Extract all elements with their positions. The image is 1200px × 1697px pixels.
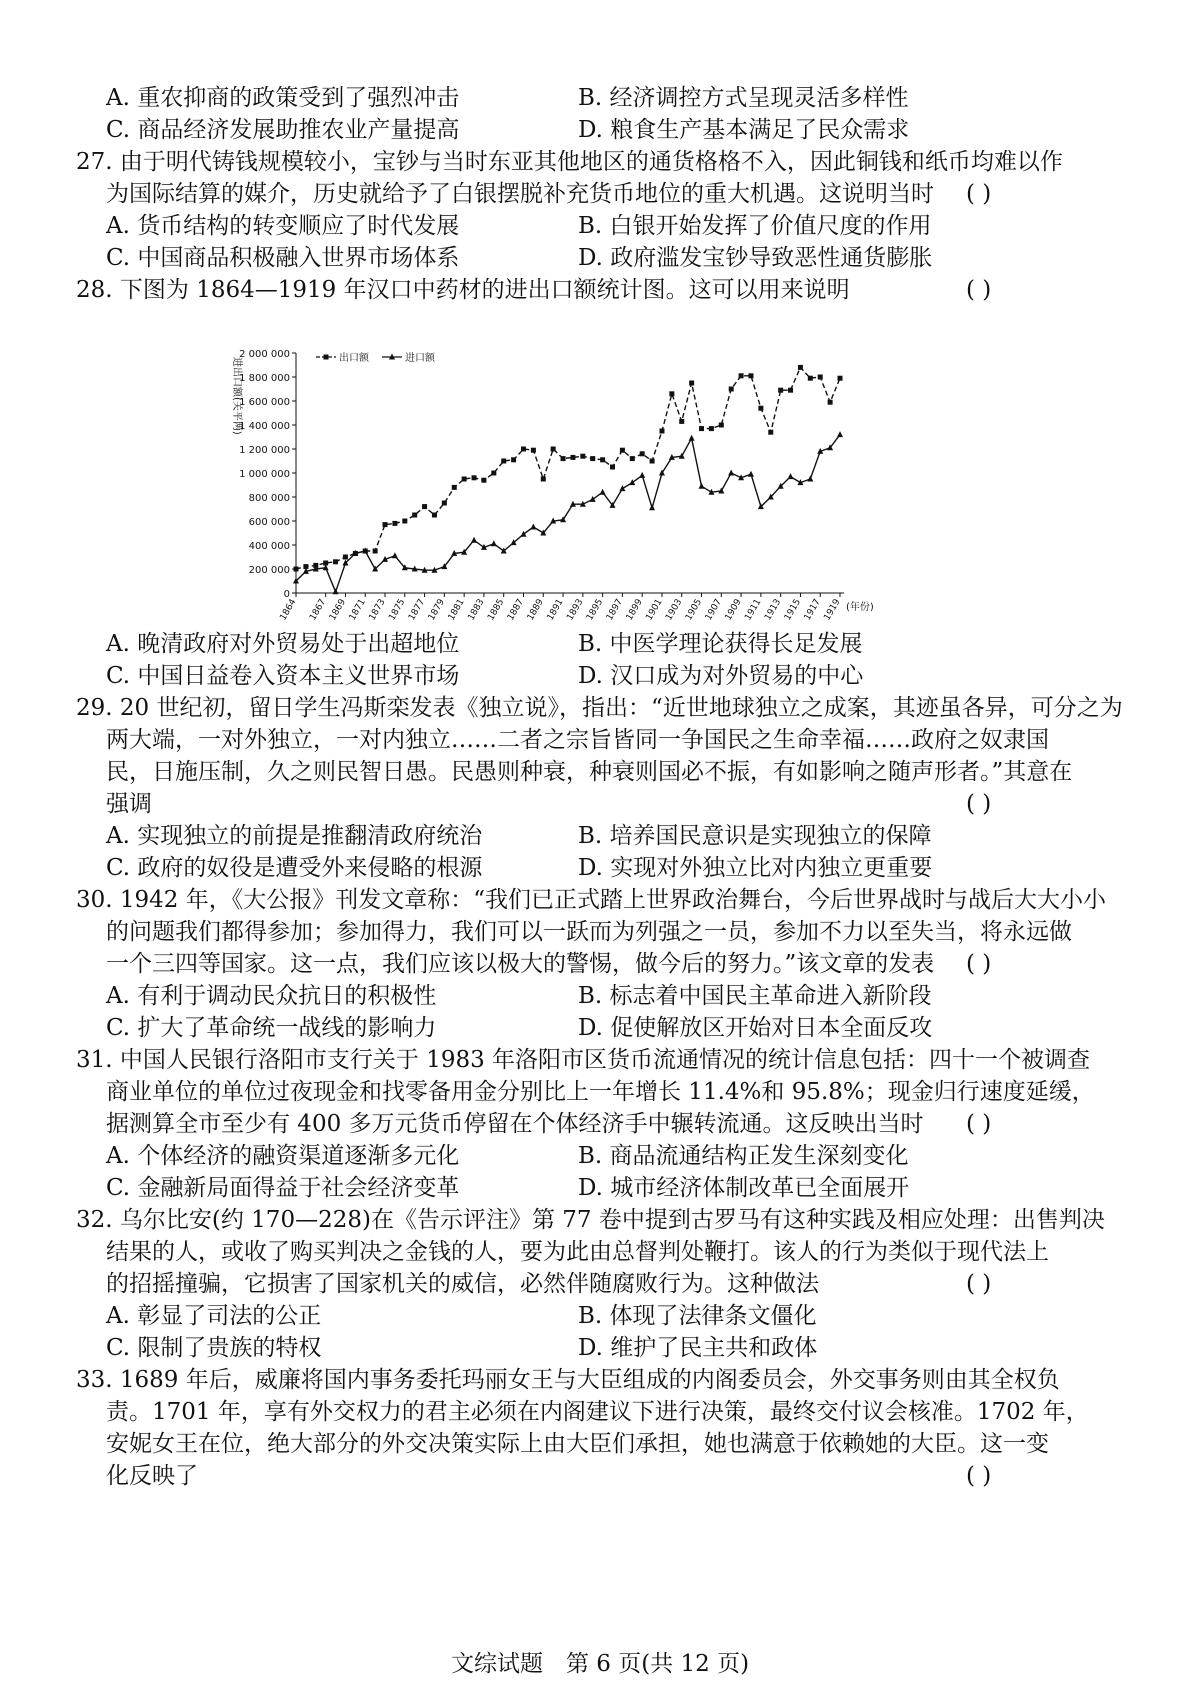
export-point	[650, 459, 655, 464]
series-line-1	[296, 367, 840, 569]
q27-option-a: A. 货币结构的转变顺应了时代发展	[106, 213, 460, 239]
q29-option-b: B. 培养国民意识是实现独立的保障	[578, 823, 932, 849]
import-point	[600, 489, 606, 495]
import-point	[333, 588, 339, 594]
export-point	[432, 513, 437, 518]
import-point	[807, 476, 813, 482]
q29-stem-line-2: 两大端，一对外独立，一对内独立……二者之宗旨皆同一争国民之生命幸福……政府之奴隶国	[106, 727, 1049, 753]
x-tick-label: 1864	[278, 597, 299, 623]
y-tick-label: 800 000	[248, 493, 290, 504]
x-tick-label: 1901	[644, 597, 665, 623]
q32-answer-paren: ( )	[966, 1271, 992, 1297]
x-tick-label: 1909	[723, 597, 744, 623]
x-tick-label: 1913	[763, 597, 784, 623]
export-point	[501, 459, 506, 464]
import-point	[471, 537, 477, 543]
export-point	[729, 387, 734, 392]
q30-option-a: A. 有利于调动民众抗日的积极性	[106, 983, 437, 1009]
export-point	[610, 465, 615, 470]
x-tick-label: 1871	[347, 597, 368, 623]
export-point	[580, 454, 585, 459]
q31-option-b: B. 商品流通结构正发生深刻变化	[578, 1143, 909, 1169]
export-point	[383, 522, 388, 527]
import-point	[491, 540, 497, 546]
y-tick-label: 200 000	[248, 565, 290, 576]
export-point	[551, 447, 556, 452]
q29-option-c: C. 政府的奴役是遭受外来侵略的根源	[106, 855, 483, 881]
x-tick-label: 1917	[802, 597, 823, 623]
legend-label-2: 进口额	[405, 353, 435, 364]
x-tick-label: 1903	[664, 597, 685, 623]
export-point	[808, 376, 813, 381]
export-point	[452, 485, 457, 490]
import-point	[837, 431, 843, 437]
export-point	[699, 426, 704, 431]
x-tick-label: 1873	[367, 597, 388, 623]
export-point	[659, 429, 664, 434]
export-point	[402, 519, 407, 524]
q29-stem-line-3: 民，日施压制，久之则民智日愚。民愚则种衰，种衰则国必不振，有如影响之随声形者。”其意在	[106, 759, 1073, 785]
import-point	[392, 552, 398, 558]
q33-answer-paren: ( )	[966, 1463, 992, 1489]
export-point	[640, 451, 645, 456]
import-point	[728, 470, 734, 476]
q33-stem-line-2: 责。1701 年，享有外交权力的君主必须在内阁建议下进行决策，最终交付议会核准。1702 年，	[106, 1399, 1089, 1425]
q29-stem-line-1: 29. 20 世纪初，留日学生冯斯栾发表《独立说》，指出：“近世地球独立之成案，其迹虽各异，可分之为	[76, 695, 1123, 721]
x-tick-label: 1875	[387, 597, 408, 623]
export-point	[442, 501, 447, 506]
y-tick-label: 1 600 000	[239, 397, 290, 408]
q28-option-d: D. 汉口成为对外贸易的中心	[578, 663, 864, 689]
q30-stem-line-2: 的问题我们都得参加；参加得力，我们可以一跃而为列强之一员，参加不力以至失当，将永远做	[106, 919, 1072, 945]
export-point	[748, 373, 753, 378]
x-tick-label: 1889	[525, 597, 546, 623]
x-tick-label: 1883	[466, 597, 487, 623]
q27-option-c: C. 中国商品积极融入世界市场体系	[106, 245, 460, 271]
q26-option-d: D. 粮食生产基本满足了民众需求	[578, 117, 910, 143]
y-tick-label: 600 000	[248, 517, 290, 528]
export-point	[472, 475, 477, 480]
import-point	[590, 496, 596, 502]
export-point	[788, 388, 793, 393]
q30-option-b: B. 标志着中国民主革命进入新阶段	[578, 983, 932, 1009]
y-tick-label: 1 200 000	[239, 445, 290, 456]
q27-answer-paren: ( )	[966, 181, 992, 207]
q31-option-a: A. 个体经济的融资渠道逐渐多元化	[106, 1143, 460, 1169]
export-point	[392, 521, 397, 526]
x-tick-label: 1891	[545, 597, 566, 623]
y-axis-label: 进出口额(关平两)	[231, 357, 242, 435]
q32-option-b: B. 体现了法律条文僵化	[578, 1303, 817, 1329]
q27-option-b: B. 白银开始发挥了价值尺度的作用	[578, 213, 932, 239]
x-tick-label: 1887	[505, 597, 527, 623]
export-point	[778, 388, 783, 393]
y-tick-label: 2 000 000	[239, 349, 290, 360]
x-tick-label: 1885	[486, 597, 507, 623]
q27-option-d: D. 政府滥发宝钞导致恶性通货膨胀	[578, 245, 933, 271]
export-point	[541, 477, 546, 482]
q31-option-d: D. 城市经济体制改革已全面展开	[578, 1175, 910, 1201]
export-point	[620, 448, 625, 453]
legend-label-1: 出口额	[339, 353, 369, 364]
q33-stem-line-1: 33. 1689 年后，威廉将国内事务委托玛丽女王与大臣组成的内阁委员会，外交事务则由其全权负	[76, 1367, 1060, 1393]
q32-stem-line-1: 32. 乌尔比安(约 170—228)在《告示评注》第 77 卷中提到古罗马有这种实践及相应处理：出售判决	[76, 1207, 1105, 1233]
import-point	[788, 473, 794, 479]
x-tick-label: 1915	[782, 597, 804, 623]
q28-stem-line-1: 28. 下图为 1864—1919 年汉口中药材的进出口额统计图。这可以用来说明	[76, 277, 850, 303]
import-point	[748, 471, 754, 477]
q32-option-c: C. 限制了贵族的特权	[106, 1335, 322, 1361]
q31-stem-line-2: 商业单位的单位过夜现金和找零备用金分别比上一年增长 11.4%和 95.8%；现金归行速度延缓，	[106, 1079, 1095, 1105]
q28-option-c: C. 中国日益卷入资本主义世界市场	[106, 663, 460, 689]
export-point	[343, 555, 348, 560]
q31-answer-paren: ( )	[966, 1111, 992, 1137]
legend-marker-square	[324, 355, 329, 360]
q30-stem-line-3: 一个三四等国家。这一点，我们应该以极大的警惕，做今后的努力。”该文章的发表	[106, 951, 935, 977]
x-tick-label: 1911	[743, 597, 764, 623]
export-point	[412, 513, 417, 518]
q28-option-b: B. 中医学理论获得长足发展	[578, 631, 863, 657]
export-point	[462, 477, 467, 482]
export-point	[294, 567, 299, 572]
export-point	[511, 457, 516, 462]
q27-stem-line-2: 为国际结算的媒介，历史就给予了白银摆脱补充货币地位的重大机遇。这说明当时	[106, 181, 934, 207]
export-point	[521, 447, 526, 452]
q30-stem-line-1: 30. 1942 年，《大公报》刊发文章称：“我们已正式踏上世界政治舞台，今后世界战时与战后大大小小	[76, 887, 1106, 913]
x-tick-label: 1907	[703, 597, 724, 623]
q28-answer-paren: ( )	[966, 277, 992, 303]
q32-stem-line-3: 的招摇撞骗，它损害了国家机关的威信，必然伴随腐败行为。这种做法	[106, 1271, 819, 1297]
y-tick-label: 1 800 000	[239, 373, 290, 384]
q29-stem-line-4: 强调	[106, 791, 152, 817]
q26-option-c: C. 商品经济发展助推农业产量提高	[106, 117, 460, 143]
export-point	[570, 455, 575, 460]
q29-option-a: A. 实现独立的前提是推翻清政府统治	[106, 823, 483, 849]
export-point	[669, 391, 674, 396]
export-point	[828, 400, 833, 405]
y-tick-label: 1 400 000	[239, 421, 290, 432]
x-tick-label: 1897	[604, 597, 625, 623]
q31-stem-line-1: 31. 中国人民银行洛阳市支行关于 1983 年洛阳市区货币流通情况的统计信息包括：四十一个被调查	[76, 1047, 1091, 1073]
export-point	[333, 559, 338, 564]
export-point	[600, 457, 605, 462]
export-point	[679, 419, 684, 424]
export-point	[590, 456, 595, 461]
x-tick-label: 1893	[565, 597, 586, 623]
q29-option-d: D. 实现对外独立比对内独立更重要	[578, 855, 933, 881]
x-tick-label: 1895	[585, 597, 606, 623]
q26-option-b: B. 经济调控方式呈现灵活多样性	[578, 85, 909, 111]
q30-option-c: C. 扩大了革命统一战线的影响力	[106, 1015, 437, 1041]
x-axis-label: (年份)	[846, 602, 874, 613]
export-point	[491, 471, 496, 476]
export-point	[630, 456, 635, 461]
x-tick-label: 1881	[446, 597, 467, 623]
import-point	[689, 435, 695, 441]
export-point	[709, 426, 714, 431]
export-point	[719, 423, 724, 428]
q33-stem-line-3: 安妮女王在位，绝大部分的外交决策实际上由大臣们承担，她也满意于依赖她的大臣。这一变	[106, 1431, 1049, 1457]
import-point	[530, 524, 536, 530]
q28-option-a: A. 晚清政府对外贸易处于出超地位	[106, 631, 460, 657]
q30-option-d: D. 促使解放区开始对日本全面反攻	[578, 1015, 933, 1041]
x-tick-label: 1899	[624, 597, 645, 623]
y-tick-label: 0	[283, 589, 290, 600]
q27-stem-line-1: 27. 由于明代铸钱规模较小，宝钞与当时东亚其他地区的通货格格不入，因此铜钱和纸币均难以作	[76, 149, 1063, 175]
export-point	[798, 365, 803, 370]
x-tick-label: 1869	[327, 597, 349, 623]
q31-stem-line-3: 据测算全市至少有 400 多万元货币停留在个体经济手中辗转流通。这反映出当时	[106, 1111, 924, 1137]
export-point	[739, 373, 744, 378]
export-point	[818, 375, 823, 380]
import-point	[649, 504, 655, 510]
x-tick-label: 1877	[407, 597, 428, 623]
export-point	[531, 448, 536, 453]
x-tick-label: 1919	[822, 597, 843, 623]
q31-option-c: C. 金融新局面得益于社会经济变革	[106, 1175, 460, 1201]
import-point	[520, 531, 526, 537]
export-point	[561, 456, 566, 461]
x-tick-label: 1879	[426, 597, 447, 623]
q26-option-a: A. 重农抑商的政策受到了强烈冲击	[106, 85, 460, 111]
y-tick-label: 400 000	[248, 541, 290, 552]
export-point	[838, 376, 843, 381]
x-tick-label: 1867	[308, 597, 329, 623]
export-point	[689, 381, 694, 386]
y-tick-label: 1 000 000	[239, 469, 290, 480]
page-footer: 文综试题 第 6 页(共 12 页)	[450, 1651, 750, 1677]
q32-option-a: A. 彰显了司法的公正	[106, 1303, 322, 1329]
q32-option-d: D. 维护了民主共和政体	[578, 1335, 818, 1361]
export-point	[768, 430, 773, 435]
q29-answer-paren: ( )	[966, 791, 992, 817]
export-point	[373, 549, 378, 554]
q32-stem-line-2: 结果的人，或收了购买判决之金钱的人，要为此由总督判处鞭打。该人的行为类似于现代法上	[106, 1239, 1049, 1265]
x-tick-label: 1905	[684, 597, 705, 623]
import-point	[639, 472, 645, 478]
q33-stem-line-4: 化反映了	[106, 1463, 198, 1489]
export-point	[481, 478, 486, 483]
import-point	[629, 479, 635, 485]
export-point	[758, 406, 763, 411]
q30-answer-paren: ( )	[966, 951, 992, 977]
export-point	[422, 504, 427, 509]
import-point	[699, 483, 705, 489]
